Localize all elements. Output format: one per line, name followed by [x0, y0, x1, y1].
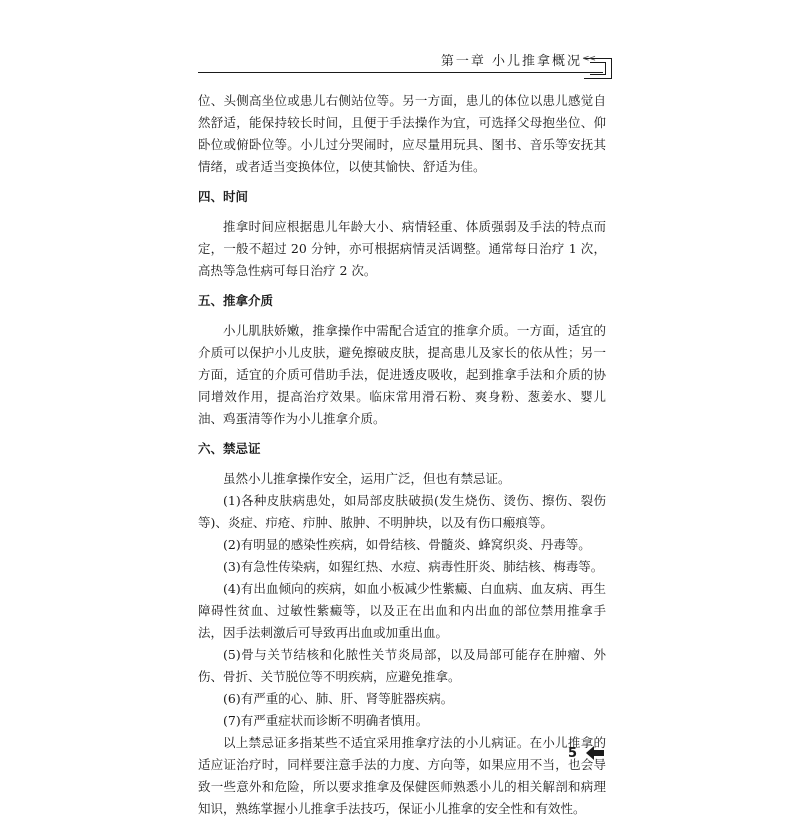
page-body [198, 90, 606, 820]
intro-paragraph: 位、头侧高坐位或患儿右侧站位等。另一方面，患儿的体位以患儿感觉自然舒适，能保持较长时间，且便于手法操作为宜，可选择父母抱坐位、仰卧位或俯卧位等。小儿过分哭闹时，应尽量用玩具、图书、音乐等安抚其情绪，或者适当变换体位，以使其愉快、舒适为佳。 [198, 93, 606, 174]
contraindication-item-6: (6)有严重的心、肺、肝、肾等脏器疾病。 [223, 691, 454, 706]
page-arrow-icon [585, 745, 605, 761]
contraindications-conclusion: 以上禁忌证多指某些不适宜采用推拿疗法的小儿病证。在小儿推拿的适应证治疗时，同样要注意手法的力度、方向等，如果应用不当，也会导致一些意外和危险，所以要求推拿及保健医师熟悉小儿的相关解剖和病理知识，熟练掌握小儿推拿手法技巧，保证小儿推拿的安全性和有效性。 [198, 735, 606, 816]
section-heading-medium: 五、推拿介质 [198, 293, 274, 308]
contraindication-item-1: (1)各种皮肤病患处，如局部皮肤破损(发生烧伤、烫伤、擦伤、裂伤等)、炎症、疖疮、疖肿、脓肿、不明肿块，以及有伤口瘢痕等。 [198, 493, 606, 530]
chapter-title: 第一章 小儿推拿概况 [440, 54, 582, 69]
time-paragraph: 推拿时间应根据患儿年龄大小、病情轻重、体质强弱及手法的特点而定，一般不超过 20 分钟，亦可根据病情灵活调整。通常每日治疗 1 次，高热等急性病可每日治疗 2 次。 [198, 219, 606, 278]
section-heading-time: 四、时间 [198, 189, 249, 204]
section-heading-contraindications: 六、禁忌证 [198, 441, 261, 456]
header-arrow-mark: << [582, 54, 596, 64]
contraindication-item-4: (4)有出血倾向的疾病，如血小板减少性紫癜、白血病、血友病、再生障碍性贫血、过敏性紫癜等，以及正在出血和内出血的部位禁用推拿手法，因手法刺激后可导致再出血或加重出血。 [198, 581, 606, 640]
contraindications-intro: 虽然小儿推拿操作安全，运用广泛，但也有禁忌证。 [223, 471, 511, 486]
medium-paragraph: 小儿肌肤娇嫩，推拿操作中需配合适宜的推拿介质。一方面，适宜的介质可以保护小儿皮肤，避免擦破皮肤，提高患儿及家长的依从性；另一方面，适宜的介质可借助手法，促进透皮吸收，起到推拿手法和介质的协同增效作用，提高治疗效果。临床常用滑石粉、爽身粉、葱姜水、婴儿油、鸡蛋清等作为小儿推拿介质。 [198, 323, 606, 426]
header-rule [198, 72, 603, 73]
running-header [0, 44, 800, 80]
page-number: 5 [568, 746, 578, 761]
contraindication-item-2: (2)有明显的感染性疾病，如骨结核、骨髓炎、蜂窝织炎、丹毒等。 [223, 537, 591, 552]
contraindication-item-7: (7)有严重症状而诊断不明确者慎用。 [223, 713, 429, 728]
contraindication-item-5: (5)骨与关节结核和化脓性关节炎局部，以及局部可能存在肿瘤、外伤、骨折、关节脱位等不明疾病，应避免推拿。 [198, 647, 606, 684]
contraindication-item-3: (3)有急性传染病，如猩红热、水痘、病毒性肝炎、肺结核、梅毒等。 [223, 559, 604, 574]
